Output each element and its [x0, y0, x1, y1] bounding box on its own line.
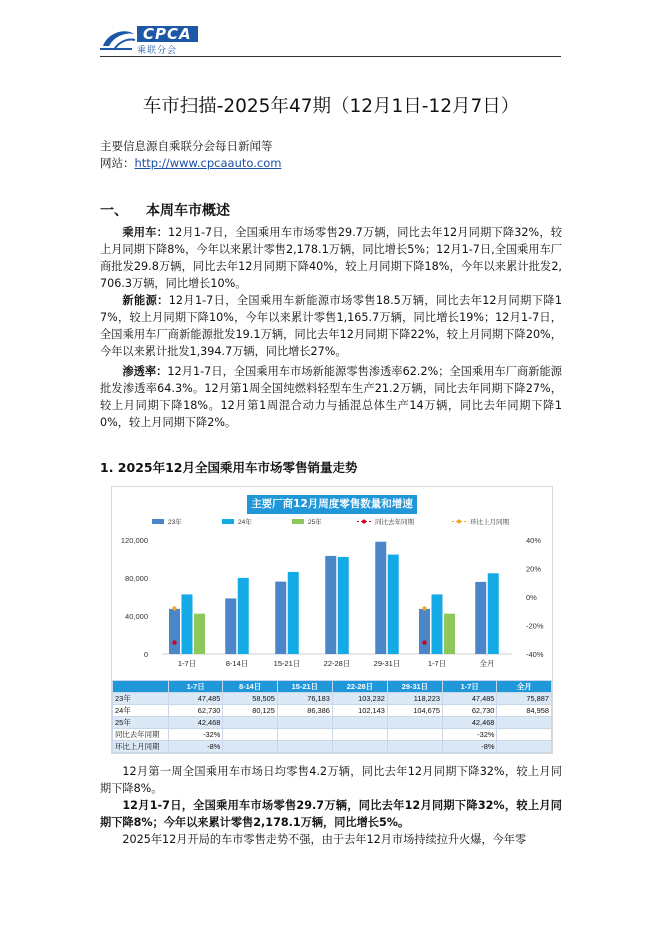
chart-data-table: [112, 680, 552, 753]
bar: [275, 582, 286, 654]
chart-canvas: [112, 487, 552, 680]
table-cell: 62,730: [168, 705, 222, 717]
table-cell: -8%: [168, 741, 222, 753]
table-cell: 47,485: [168, 693, 222, 705]
table-cell: [277, 729, 332, 741]
table-cell: [387, 741, 442, 753]
table-cell: [223, 741, 277, 753]
table-cell: [332, 729, 387, 741]
paragraph-december-outlook: 2025年12月开局的车市零售走势不强，由于去年12月市场持续拉升火爆，今年零: [122, 833, 527, 846]
bar: [419, 609, 430, 654]
table-cell: 103,232: [332, 693, 387, 705]
table-cell: [277, 717, 332, 729]
table-header-cell: 全月: [497, 681, 552, 693]
paragraph-daily-average: 12月第一周全国乘用车市场日均零售4.2万辆，同比去年12月同期下降32%，较上月同期下降8%。: [100, 765, 562, 795]
table-row: [113, 729, 552, 741]
paragraph-penetration: [100, 363, 562, 431]
bar: [338, 557, 349, 654]
table-cell: [332, 741, 387, 753]
bar: [238, 578, 249, 654]
source-line: 主要信息源自乘联分会每日新闻等: [100, 139, 273, 153]
legend-label: 同比去年同期: [375, 519, 414, 526]
table-row-label: 23年: [113, 693, 169, 705]
table-row: [113, 705, 552, 717]
legend-label: 环比上月同期: [470, 519, 509, 526]
legend-swatch: [222, 519, 234, 524]
paragraph-lead: 乘用车：: [122, 226, 169, 239]
table-cell: [223, 729, 277, 741]
weekly-retail-chart: [111, 486, 553, 754]
legend-label: 25年: [308, 519, 322, 526]
bar: [432, 594, 443, 654]
x-tick-label: 8-14日: [225, 659, 249, 668]
y-right-tick-label: 0%: [526, 593, 537, 602]
table-cell: 62,730: [442, 705, 496, 717]
table-cell: 84,958: [497, 705, 552, 717]
logo-subtitle: 乘联分会: [137, 46, 178, 56]
bar: [169, 609, 180, 654]
table-cell: 75,887: [497, 693, 552, 705]
x-tick-label: 22-28日: [323, 659, 351, 668]
bar: [375, 542, 386, 654]
y-right-tick-label: 40%: [526, 536, 542, 545]
table-row-label: 24年: [113, 705, 169, 717]
line-point: [172, 640, 176, 644]
table-cell: [497, 717, 552, 729]
website-link[interactable]: http://www.cpcaauto.com: [134, 156, 282, 170]
line-point: [422, 606, 426, 610]
legend-label: 24年: [238, 519, 252, 526]
table-header-cell: 15-21日: [277, 681, 332, 693]
table-cell: 118,223: [387, 693, 442, 705]
table-cell: 47,485: [442, 693, 496, 705]
section-number: 一、: [100, 203, 128, 219]
table-cell: -8%: [442, 741, 496, 753]
x-tick-label: 15-21日: [273, 659, 301, 668]
bar: [288, 572, 299, 654]
x-tick-label: 1-7日: [177, 659, 197, 668]
table-header-cell: 1-7日: [442, 681, 496, 693]
table-cell: 42,468: [168, 717, 222, 729]
y-left-tick-label: 80,000: [125, 574, 148, 583]
table-header-cell: 29-31日: [387, 681, 442, 693]
table-row-label: 25年: [113, 717, 169, 729]
table-cell: [387, 729, 442, 741]
table-header-row: [113, 681, 552, 693]
page-title: 车市扫描-2025年47期（12月1日-12月7日）: [142, 96, 520, 117]
table-cell: 58,505: [223, 693, 277, 705]
table-cell: 76,183: [277, 693, 332, 705]
y-right-tick-label: 20%: [526, 564, 542, 574]
chart-title: 主要厂商12月周度零售数量和增速: [247, 495, 417, 514]
paragraph-lead: 渗透率：: [122, 365, 168, 378]
x-tick-label: 全月: [479, 659, 495, 668]
table-row: [113, 693, 552, 705]
table-cell: [223, 717, 277, 729]
y-right-tick-label: -40%: [526, 650, 544, 659]
bar: [325, 556, 336, 654]
table-cell: 86,386: [277, 705, 332, 717]
header-divider: [100, 56, 561, 57]
paragraph-new-energy: [100, 292, 562, 360]
bar: [225, 598, 236, 654]
table-cell: 80,125: [223, 705, 277, 717]
table-row-label: 环比上月同期: [113, 741, 169, 753]
line-point: [172, 606, 176, 610]
y-left-tick-label: 120,000: [120, 536, 148, 545]
table-cell: [277, 741, 332, 753]
subsection-heading: 1. 2025年12月全国乘用车市场零售销量走势: [100, 460, 358, 475]
table-header-cell: 1-7日: [168, 681, 222, 693]
table-cell: -32%: [442, 729, 496, 741]
table-row: [113, 741, 552, 753]
paragraph-body: 12月1-7日，全国乘用车新能源市场零售18.5万辆，同比去年12月同期下降17%，较上月同期下降10%，今年以来累计零售1,165.7万辆，同比增长19%；12月1-7日，全国乘用车厂商新能源批发19.1万辆，同比去年12月同期下降22%，较上月同期下降20%，今年以来累计批发1,394.7万辆，同比增长27%。: [100, 294, 562, 358]
table-cell: [497, 741, 552, 753]
line-point: [422, 640, 426, 644]
y-right-tick-label: -20%: [526, 621, 544, 631]
legend-swatch: [292, 519, 304, 524]
x-tick-label: 1-7日: [427, 659, 447, 668]
y-left-tick-label: 40,000: [125, 612, 148, 621]
bar: [488, 573, 499, 654]
legend-marker: [362, 520, 366, 524]
section-heading: [100, 200, 230, 220]
bar: [388, 555, 399, 654]
logo-text: CPCA: [137, 26, 198, 42]
bar: [444, 614, 455, 654]
paragraph-passenger-cars: [100, 224, 562, 292]
bar: [182, 594, 193, 654]
table-row-label: 同比去年同期: [113, 729, 169, 741]
paragraph-body: 12月1-7日，全国乘用车市场零售29.7万辆，同比去年12月同期下降32%，较上月同期下降8%，今年以来累计零售2,178.1万辆，同比增长5%；12月1-7日,全国乘用车厂商批发29.8万辆，同比去年12月同期下降40%，较上月同期下降18%，今年以来累计批发2,706.3万辆，同比增长10%。: [100, 226, 562, 290]
bar: [194, 614, 205, 654]
table-corner-cell: [113, 681, 169, 693]
paragraph-body: 12月1-7日，全国乘用车市场新能源零售渗透率62.2%；全国乘用车厂商新能源批发渗透率64.3%。12月第1周全国纯燃料轻型车生产21.2万辆，同比去年同期下降27%，较上月同期下降18%。12月第1周混合动力与插混总体生产14万辆，同比去年同期下降10%，较上月同期下降2%。: [100, 365, 562, 429]
table-cell: [332, 717, 387, 729]
x-tick-label: 29-31日: [373, 659, 401, 668]
table-cell: [387, 717, 442, 729]
paragraph-lead: 新能源：: [122, 294, 169, 307]
section-title: 本周车市概述: [146, 203, 230, 219]
bar: [475, 582, 486, 654]
website-line: [100, 155, 281, 171]
table-row: [113, 717, 552, 729]
table-header-cell: 22-28日: [332, 681, 387, 693]
paragraph-retail-summary: 12月1-7日，全国乘用车市场零售29.7万辆，同比去年12月同期下降32%，较上月同期下降8%；今年以来累计零售2,178.1万辆，同比增长5%。: [100, 799, 562, 829]
table-cell: [497, 729, 552, 741]
website-label: 网站：: [100, 156, 135, 170]
y-left-tick-label: 0: [143, 650, 148, 659]
legend-label: 23年: [168, 519, 182, 526]
legend-marker: [457, 520, 461, 524]
legend-swatch: [152, 519, 164, 524]
table-cell: -32%: [168, 729, 222, 741]
table-cell: 104,675: [387, 705, 442, 717]
table-cell: 42,468: [442, 717, 496, 729]
table-header-cell: 8-14日: [223, 681, 277, 693]
table-cell: 102,143: [332, 705, 387, 717]
